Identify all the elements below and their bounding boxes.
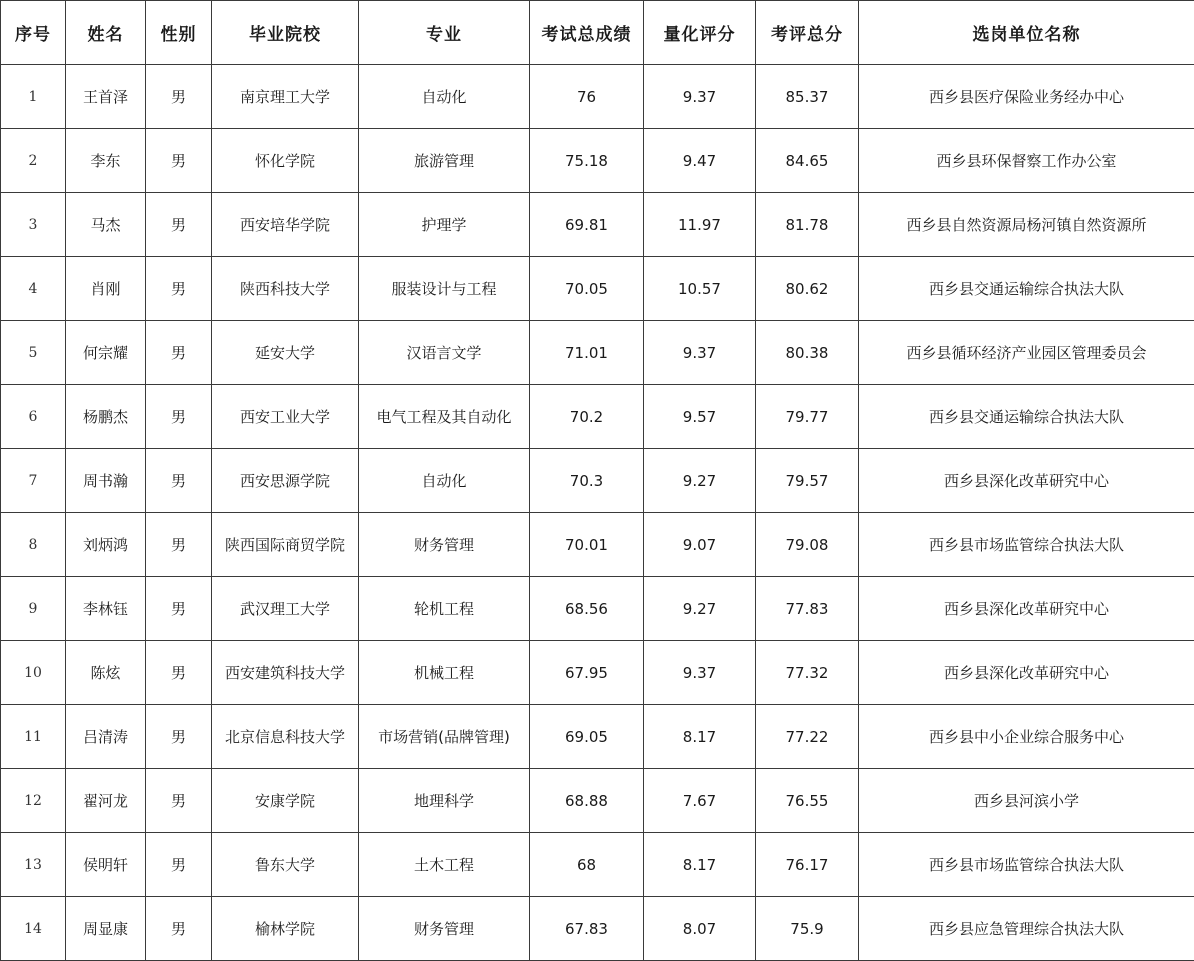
cell-name: 翟河龙 xyxy=(66,769,146,833)
cell-gender: 男 xyxy=(146,65,212,129)
header-row xyxy=(1,1,1194,65)
cell-total-score: 80.62 xyxy=(756,257,859,321)
cell-major: 汉语言文学 xyxy=(359,321,530,385)
cell-name: 刘炳鸿 xyxy=(66,513,146,577)
table-row xyxy=(1,193,1194,257)
cell-school: 西安工业大学 xyxy=(212,385,359,449)
cell-name: 周书瀚 xyxy=(66,449,146,513)
cell-name: 肖刚 xyxy=(66,257,146,321)
cell-quant-score: 7.67 xyxy=(644,769,756,833)
cell-exam-score: 70.2 xyxy=(530,385,644,449)
cell-major: 旅游管理 xyxy=(359,129,530,193)
table-row xyxy=(1,577,1194,641)
cell-total-score: 84.65 xyxy=(756,129,859,193)
cell-school: 北京信息科技大学 xyxy=(212,705,359,769)
cell-gender: 男 xyxy=(146,769,212,833)
header-name: 姓名 xyxy=(66,1,146,65)
cell-unit: 西乡县交通运输综合执法大队 xyxy=(859,385,1194,449)
cell-quant-score: 8.07 xyxy=(644,897,756,961)
cell-exam-score: 76 xyxy=(530,65,644,129)
cell-gender: 男 xyxy=(146,641,212,705)
cell-unit: 西乡县深化改革研究中心 xyxy=(859,577,1194,641)
cell-name: 马杰 xyxy=(66,193,146,257)
cell-total-score: 85.37 xyxy=(756,65,859,129)
cell-no: 14 xyxy=(1,897,66,961)
cell-unit: 西乡县应急管理综合执法大队 xyxy=(859,897,1194,961)
table-row xyxy=(1,641,1194,705)
cell-total-score: 80.38 xyxy=(756,321,859,385)
cell-no: 5 xyxy=(1,321,66,385)
cell-quant-score: 9.27 xyxy=(644,449,756,513)
cell-gender: 男 xyxy=(146,705,212,769)
cell-major: 市场营销(品牌管理) xyxy=(359,705,530,769)
cell-unit: 西乡县自然资源局杨河镇自然资源所 xyxy=(859,193,1194,257)
cell-quant-score: 11.97 xyxy=(644,193,756,257)
cell-major: 财务管理 xyxy=(359,513,530,577)
cell-exam-score: 68.88 xyxy=(530,769,644,833)
cell-total-score: 76.17 xyxy=(756,833,859,897)
cell-total-score: 77.83 xyxy=(756,577,859,641)
cell-name: 杨鹏杰 xyxy=(66,385,146,449)
cell-exam-score: 68.56 xyxy=(530,577,644,641)
cell-total-score: 76.55 xyxy=(756,769,859,833)
table-row xyxy=(1,513,1194,577)
cell-name: 李林钰 xyxy=(66,577,146,641)
cell-exam-score: 70.01 xyxy=(530,513,644,577)
cell-total-score: 81.78 xyxy=(756,193,859,257)
cell-major: 轮机工程 xyxy=(359,577,530,641)
cell-name: 何宗耀 xyxy=(66,321,146,385)
header-exam-score: 考试总成绩 xyxy=(530,1,644,65)
table-row xyxy=(1,769,1194,833)
cell-name: 侯明轩 xyxy=(66,833,146,897)
cell-unit: 西乡县深化改革研究中心 xyxy=(859,449,1194,513)
cell-total-score: 75.9 xyxy=(756,897,859,961)
header-gender: 性别 xyxy=(146,1,212,65)
cell-no: 4 xyxy=(1,257,66,321)
cell-total-score: 77.22 xyxy=(756,705,859,769)
table-row xyxy=(1,833,1194,897)
cell-gender: 男 xyxy=(146,321,212,385)
cell-quant-score: 9.37 xyxy=(644,65,756,129)
cell-quant-score: 9.27 xyxy=(644,577,756,641)
cell-no: 3 xyxy=(1,193,66,257)
cell-no: 9 xyxy=(1,577,66,641)
cell-no: 10 xyxy=(1,641,66,705)
cell-major: 地理科学 xyxy=(359,769,530,833)
cell-major: 自动化 xyxy=(359,449,530,513)
cell-name: 王首泽 xyxy=(66,65,146,129)
header-quant-score: 量化评分 xyxy=(644,1,756,65)
cell-gender: 男 xyxy=(146,833,212,897)
cell-unit: 西乡县深化改革研究中心 xyxy=(859,641,1194,705)
cell-major: 土木工程 xyxy=(359,833,530,897)
cell-no: 1 xyxy=(1,65,66,129)
cell-school: 怀化学院 xyxy=(212,129,359,193)
cell-unit: 西乡县交通运输综合执法大队 xyxy=(859,257,1194,321)
cell-gender: 男 xyxy=(146,897,212,961)
cell-exam-score: 70.3 xyxy=(530,449,644,513)
cell-gender: 男 xyxy=(146,577,212,641)
cell-name: 李东 xyxy=(66,129,146,193)
cell-name: 陈炫 xyxy=(66,641,146,705)
cell-school: 陕西科技大学 xyxy=(212,257,359,321)
cell-exam-score: 75.18 xyxy=(530,129,644,193)
cell-no: 6 xyxy=(1,385,66,449)
cell-unit: 西乡县医疗保险业务经办中心 xyxy=(859,65,1194,129)
cell-quant-score: 9.07 xyxy=(644,513,756,577)
cell-quant-score: 9.47 xyxy=(644,129,756,193)
header-total-score: 考评总分 xyxy=(756,1,859,65)
cell-exam-score: 68 xyxy=(530,833,644,897)
table-row xyxy=(1,897,1194,961)
table-row xyxy=(1,321,1194,385)
table-row xyxy=(1,385,1194,449)
cell-unit: 西乡县中小企业综合服务中心 xyxy=(859,705,1194,769)
cell-major: 机械工程 xyxy=(359,641,530,705)
header-school: 毕业院校 xyxy=(212,1,359,65)
header-major: 专业 xyxy=(359,1,530,65)
cell-school: 西安思源学院 xyxy=(212,449,359,513)
cell-exam-score: 69.81 xyxy=(530,193,644,257)
table-row xyxy=(1,257,1194,321)
cell-school: 西安建筑科技大学 xyxy=(212,641,359,705)
cell-no: 13 xyxy=(1,833,66,897)
cell-quant-score: 9.57 xyxy=(644,385,756,449)
cell-exam-score: 67.95 xyxy=(530,641,644,705)
cell-name: 周显康 xyxy=(66,897,146,961)
cell-unit: 西乡县环保督察工作办公室 xyxy=(859,129,1194,193)
cell-quant-score: 8.17 xyxy=(644,705,756,769)
cell-exam-score: 69.05 xyxy=(530,705,644,769)
cell-quant-score: 9.37 xyxy=(644,641,756,705)
cell-gender: 男 xyxy=(146,193,212,257)
cell-unit: 西乡县市场监管综合执法大队 xyxy=(859,513,1194,577)
table-row xyxy=(1,129,1194,193)
cell-gender: 男 xyxy=(146,513,212,577)
cell-major: 护理学 xyxy=(359,193,530,257)
cell-exam-score: 70.05 xyxy=(530,257,644,321)
cell-major: 财务管理 xyxy=(359,897,530,961)
cell-school: 南京理工大学 xyxy=(212,65,359,129)
cell-gender: 男 xyxy=(146,257,212,321)
cell-unit: 西乡县循环经济产业园区管理委员会 xyxy=(859,321,1194,385)
cell-exam-score: 67.83 xyxy=(530,897,644,961)
cell-total-score: 79.08 xyxy=(756,513,859,577)
cell-name: 吕清涛 xyxy=(66,705,146,769)
cell-total-score: 79.77 xyxy=(756,385,859,449)
cell-gender: 男 xyxy=(146,449,212,513)
cell-school: 安康学院 xyxy=(212,769,359,833)
header-no: 序号 xyxy=(1,1,66,65)
cell-gender: 男 xyxy=(146,385,212,449)
cell-unit: 西乡县河滨小学 xyxy=(859,769,1194,833)
cell-no: 11 xyxy=(1,705,66,769)
table-body xyxy=(1,65,1194,961)
table-row xyxy=(1,705,1194,769)
cell-major: 电气工程及其自动化 xyxy=(359,385,530,449)
table-row xyxy=(1,449,1194,513)
cell-quant-score: 10.57 xyxy=(644,257,756,321)
cell-no: 7 xyxy=(1,449,66,513)
cell-no: 12 xyxy=(1,769,66,833)
cell-exam-score: 71.01 xyxy=(530,321,644,385)
cell-school: 榆林学院 xyxy=(212,897,359,961)
cell-school: 陕西国际商贸学院 xyxy=(212,513,359,577)
cell-quant-score: 9.37 xyxy=(644,321,756,385)
cell-school: 延安大学 xyxy=(212,321,359,385)
cell-total-score: 79.57 xyxy=(756,449,859,513)
cell-school: 鲁东大学 xyxy=(212,833,359,897)
cell-major: 服装设计与工程 xyxy=(359,257,530,321)
cell-gender: 男 xyxy=(146,129,212,193)
cell-school: 西安培华学院 xyxy=(212,193,359,257)
cell-total-score: 77.32 xyxy=(756,641,859,705)
cell-school: 武汉理工大学 xyxy=(212,577,359,641)
cell-no: 8 xyxy=(1,513,66,577)
cell-quant-score: 8.17 xyxy=(644,833,756,897)
cell-major: 自动化 xyxy=(359,65,530,129)
header-unit: 选岗单位名称 xyxy=(859,1,1194,65)
cell-unit: 西乡县市场监管综合执法大队 xyxy=(859,833,1194,897)
table-row xyxy=(1,65,1194,129)
cell-no: 2 xyxy=(1,129,66,193)
